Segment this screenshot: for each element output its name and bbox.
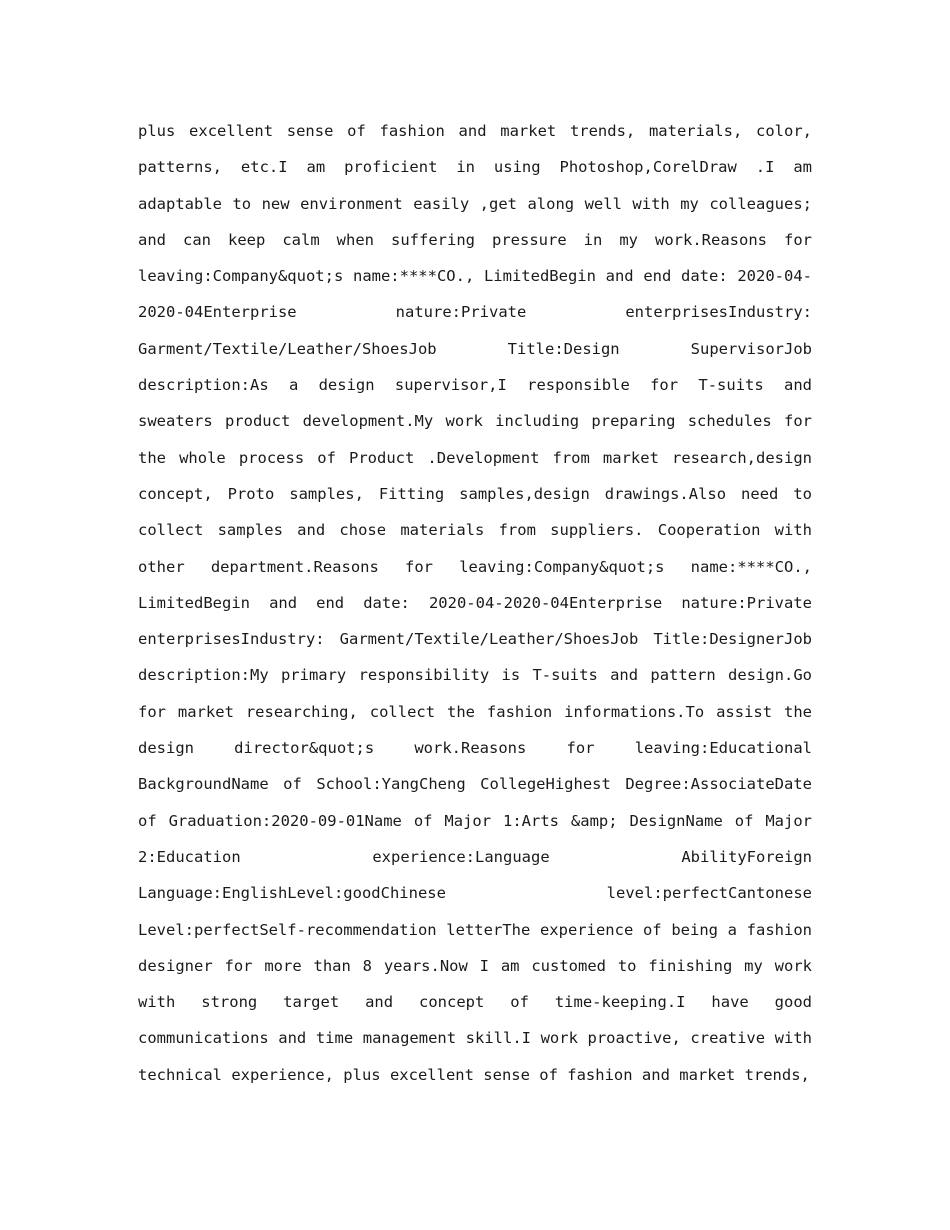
body-paragraph: plus excellent sense of fashion and market trends, materials, color, patterns, etc.I am proficient in using Photoshop,CorelDraw .I am adaptable to new environment easily ,get along well with my colleagues; and can keep calm when suffering pressure in my work.Reasons for leaving:Company&quot;s name:****CO., LimitedBegin and end date: 2020-04-2020-04Enterprise nature:Private enterprisesIndustry: Garment/Textile/Leather/ShoesJob Title:Design SupervisorJob description:As a design supervisor,I responsible for T-suits and sweaters product development.My work including preparing schedules for the whole process of Product .Development from market research,design concept, Proto samples, Fitting samples,design drawings.Also need to collect samples and chose materials from suppliers. Cooperation with other department.Reasons for leaving:Company&quot;s name:****CO., LimitedBegin and end date: 2020-04-2020-04Enterprise nature:Private enterprisesIndustry: Garment/Textile/Leather/ShoesJob Title:DesignerJob description:My primary responsibility is T-suits and pattern design.Go for market researching, collect the fashion informations.To assist the design director&quot;s work.Reasons for leaving:Educational BackgroundName of School:YangCheng CollegeHighest Degree:AssociateDate of Graduation:2020-09-01Name of Major 1:Arts &amp; DesignName of Major 2:Education experience:Language AbilityForeign Language:EnglishLevel:goodChinese level:perfectCantonese Level:perfectSelf-recommendation letterThe experience of being a fashion designer for more than 8 years.Now I am customed to finishing my work with strong target and concept of time-keeping.I have good communications and time management skill.I work proactive, creative with technical experience, plus excellent sense of fashion and market trends, xyxy=(138,122,812,1084)
